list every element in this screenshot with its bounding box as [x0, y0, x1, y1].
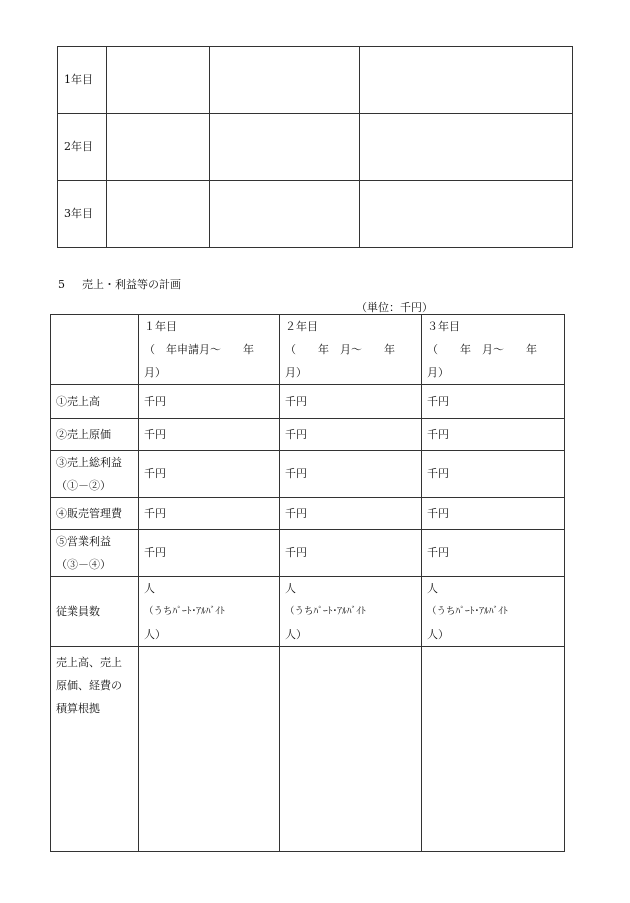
table-row: [51, 498, 565, 530]
year1-header: [139, 315, 280, 385]
table-row: [51, 577, 565, 647]
row-label-operating-profit: [51, 530, 139, 577]
row-label-employees: 従業員数: [51, 577, 139, 647]
row-label-year3: 3年目: [58, 181, 107, 248]
schedule-cell[interactable]: [210, 114, 360, 181]
basis-cell-year3[interactable]: [422, 647, 565, 852]
row-label-line: ③売上総利益: [56, 456, 122, 469]
table-row: [58, 181, 573, 248]
employees-cell-year2[interactable]: [280, 577, 422, 647]
employees-part-time-unit: 人）: [144, 628, 166, 641]
employees-count-unit: 人: [144, 582, 155, 595]
value-cell[interactable]: 千円: [139, 451, 280, 498]
table-header-row: [51, 315, 565, 385]
schedule-cell[interactable]: [107, 47, 210, 114]
year3-period-start: （ 年 月～ 年: [427, 343, 537, 356]
value-cell[interactable]: 千円: [280, 451, 422, 498]
row-label-year2: 2年目: [58, 114, 107, 181]
employees-cell-year3[interactable]: [422, 577, 565, 647]
employees-part-time-note: （うちﾊﾟｰﾄ･ｱﾙﾊﾞｲﾄ: [285, 606, 366, 617]
row-label-sga: ④販売管理費: [51, 498, 139, 530]
schedule-cell[interactable]: [107, 114, 210, 181]
value-cell[interactable]: 千円: [280, 530, 422, 577]
year3-label: ３年目: [427, 320, 460, 333]
value-cell[interactable]: 千円: [422, 498, 565, 530]
value-cell[interactable]: 千円: [422, 451, 565, 498]
employees-part-time-note: （うちﾊﾟｰﾄ･ｱﾙﾊﾞｲﾄ: [144, 606, 225, 617]
value-cell[interactable]: 千円: [280, 419, 422, 451]
year1-label: １年目: [144, 320, 177, 333]
table-row: [51, 647, 565, 852]
schedule-table: [57, 46, 573, 248]
table-row: [58, 47, 573, 114]
year2-label: ２年目: [285, 320, 318, 333]
value-cell[interactable]: 千円: [422, 419, 565, 451]
year3-header: [422, 315, 565, 385]
value-cell[interactable]: 千円: [422, 530, 565, 577]
employees-count-unit: 人: [285, 582, 296, 595]
schedule-cell[interactable]: [360, 181, 573, 248]
table-row: [51, 419, 565, 451]
value-cell[interactable]: 千円: [139, 530, 280, 577]
year2-period-end: 月）: [285, 366, 307, 379]
row-label-line: ⑤営業利益: [56, 535, 111, 548]
schedule-cell[interactable]: [360, 114, 573, 181]
basis-cell-year1[interactable]: [139, 647, 280, 852]
unit-note: （単位：千円）: [356, 301, 433, 314]
basis-label-line: 積算根拠: [56, 702, 100, 715]
employees-count-unit: 人: [427, 582, 438, 595]
year3-period-end: 月）: [427, 366, 449, 379]
row-label-year1: 1年目: [58, 47, 107, 114]
employees-part-time-note: （うちﾊﾟｰﾄ･ｱﾙﾊﾞｲﾄ: [427, 606, 508, 617]
row-label-formula: （③－④）: [56, 558, 111, 571]
basis-label-line: 売上高、売上: [56, 656, 122, 669]
basis-label-line: 原価、経費の: [56, 679, 122, 692]
section-number: 5: [58, 278, 65, 291]
year2-period-start: （ 年 月～ 年: [285, 343, 395, 356]
section-heading: [58, 276, 181, 292]
value-cell[interactable]: 千円: [280, 498, 422, 530]
value-cell[interactable]: 千円: [139, 498, 280, 530]
year1-period-start: （ 年申請月～ 年: [144, 343, 254, 356]
header-empty-cell: [51, 315, 139, 385]
section-title: 売上・利益等の計画: [82, 278, 181, 291]
sales-plan-table: [50, 314, 565, 852]
schedule-cell[interactable]: [210, 47, 360, 114]
table-row: [51, 385, 565, 419]
table-row: [58, 114, 573, 181]
row-label-sales: ①売上高: [51, 385, 139, 419]
schedule-cell[interactable]: [210, 181, 360, 248]
employees-cell-year1[interactable]: [139, 577, 280, 647]
value-cell[interactable]: 千円: [280, 385, 422, 419]
year1-period-end: 月）: [144, 366, 166, 379]
table-row: [51, 451, 565, 498]
value-cell[interactable]: 千円: [139, 385, 280, 419]
basis-cell-year2[interactable]: [280, 647, 422, 852]
value-cell[interactable]: 千円: [139, 419, 280, 451]
year2-header: [280, 315, 422, 385]
row-label-cost-of-sales: ②売上原価: [51, 419, 139, 451]
row-label-formula: （①－②）: [56, 479, 111, 492]
row-label-calculation-basis: [51, 647, 139, 852]
value-cell[interactable]: 千円: [422, 385, 565, 419]
row-label-gross-profit: [51, 451, 139, 498]
schedule-cell[interactable]: [107, 181, 210, 248]
schedule-cell[interactable]: [360, 47, 573, 114]
table-row: [51, 530, 565, 577]
employees-part-time-unit: 人）: [427, 628, 449, 641]
employees-part-time-unit: 人）: [285, 628, 307, 641]
